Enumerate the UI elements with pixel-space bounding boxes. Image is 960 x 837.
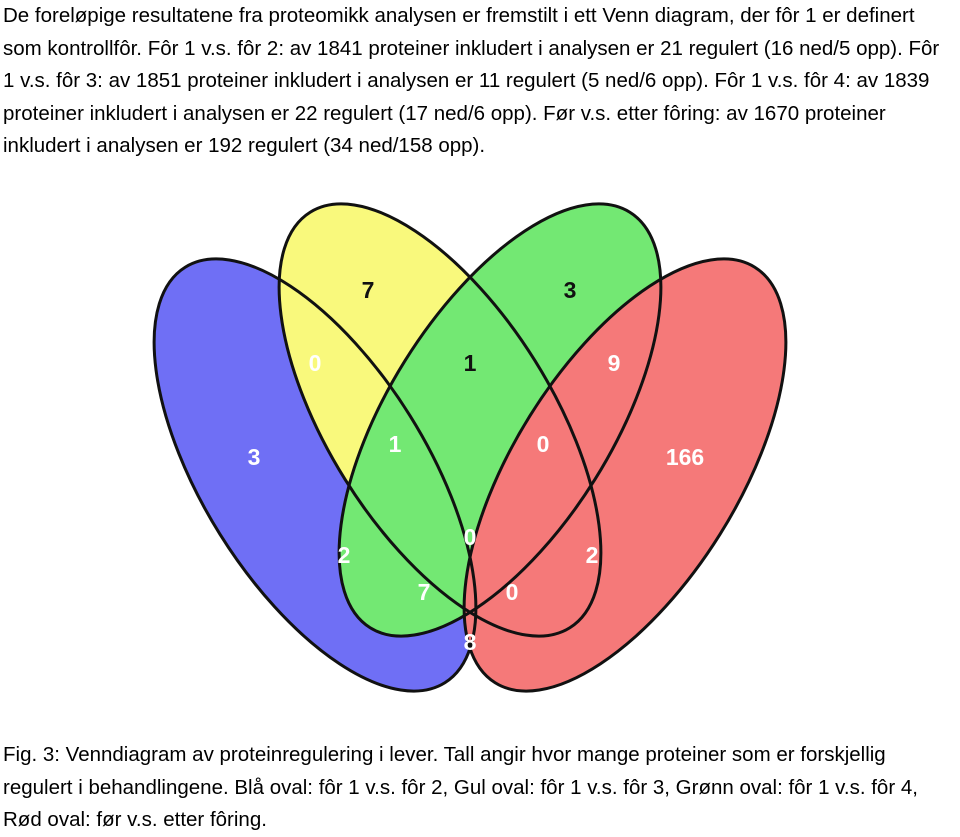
label-yellow-red: 2 bbox=[585, 542, 599, 568]
label-all-four: 0 bbox=[463, 524, 477, 550]
label-blue-yellow: 0 bbox=[308, 350, 322, 376]
label-yellow-green: 1 bbox=[463, 350, 477, 376]
label-blue-yellow-green: 1 bbox=[388, 431, 402, 457]
label-blue-only: 3 bbox=[247, 444, 261, 470]
label-blue-yellow-red: 0 bbox=[505, 579, 519, 605]
label-blue-green-red: 7 bbox=[417, 579, 431, 605]
label-yellow-green-red: 0 bbox=[536, 431, 550, 457]
label-yellow-only: 7 bbox=[361, 277, 375, 303]
figure-caption: Fig. 3: Venndiagram av proteinregulering i lever. Tall angir hvor mange proteiner som er forskjellig regulert i behandlingene. Blå oval: fôr 1 v.s. fôr 2, Gul oval: fôr 1 v.s. fôr 3, Grønn oval: fôr 1 v.s. fôr 4, Rød oval: før v.s. etter fôring. bbox=[3, 743, 918, 831]
label-red-only: 166 bbox=[665, 444, 705, 470]
intro-paragraph: De foreløpige resultatene fra proteomikk analysen er fremstilt i ett Venn diagram, der fôr 1 er definert som kontrollfôr. Fôr 1 v.s. fôr 2: av 1841 proteiner inkludert i analysen er 21 regulert (16 ned/5 opp). Fôr 1 v.s. fôr 3: av 1851 proteiner inkludert i analysen er 11 regulert (5 ned/6 opp). Fôr 1 v.s. fôr 4: av 1839 proteiner inkludert i analysen er 22 regulert (17 ned/6 opp). Før v.s. etter fôring: av 1670 proteiner inkludert i analysen er 192 regulert (34 ned/158 opp). bbox=[3, 4, 940, 157]
label-green-red: 9 bbox=[607, 350, 621, 376]
label-green-only: 3 bbox=[563, 277, 577, 303]
label-blue-green: 2 bbox=[337, 542, 351, 568]
label-blue-red: 8 bbox=[463, 629, 477, 655]
